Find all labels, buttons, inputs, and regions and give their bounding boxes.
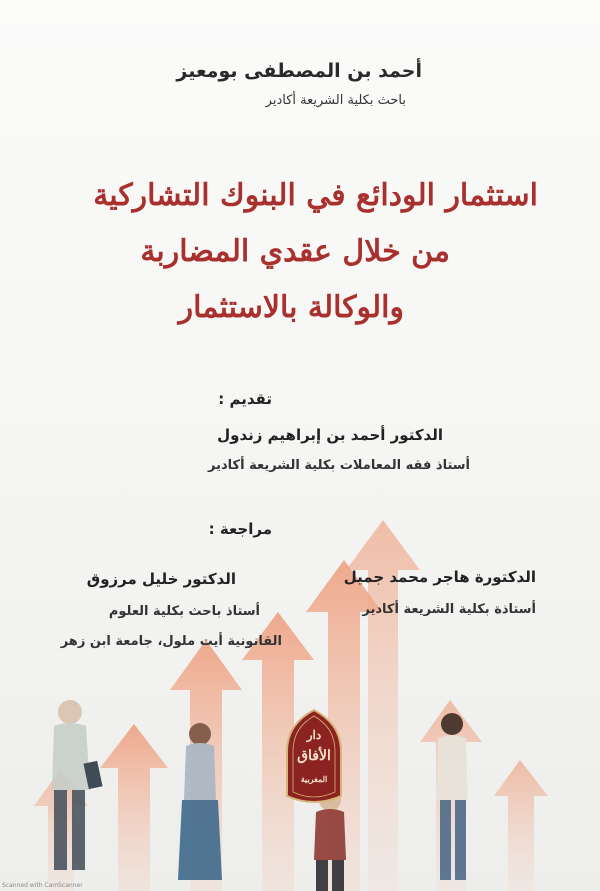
introduction-name: الدكتور أحمد بن إبراهيم زندول (217, 426, 443, 444)
title-line-1: استثمار الودائع في البنوك التشاركية (93, 178, 538, 213)
title-line-3: والوكالة بالاستثمار (178, 290, 404, 325)
introduction-label: تقديم : (218, 390, 272, 408)
author-affiliation: باحث بكلية الشريعة أكادير (265, 93, 406, 108)
publisher-logo-text-bottom: المغربية (300, 774, 328, 784)
scanner-watermark: Scanned with CamScanner (2, 882, 83, 889)
arrow-shape (494, 760, 548, 891)
reviewer1-title: أستاذة بكلية الشريعة أكادير (362, 602, 536, 617)
arrow-shape (100, 724, 168, 891)
author-name: أحمد بن المصطفى بومعيز (176, 60, 422, 82)
introduction-title: أستاذ فقه المعاملات بكلية الشريعة أكادير (208, 458, 470, 473)
publisher-logo-text-top: دار (306, 728, 322, 742)
reviewer2-name: الدكتور خليل مرزوق (86, 570, 236, 588)
reviewer2-title-line2: القانونية أيت ملول، جامعة ابن زهر (60, 634, 282, 649)
review-label: مراجعة : (208, 520, 272, 538)
reviewer2-title-line1: أستاذ باحث بكلية العلوم (108, 604, 260, 619)
person-figure (52, 700, 103, 870)
title-line-2: من خلال عقدي المضاربة (140, 234, 450, 269)
publisher-logo-text-mid: الأفاق (297, 748, 331, 764)
publisher-logo (283, 708, 345, 808)
reviewer1-name: الدكتورة هاجر محمد جميل (343, 568, 536, 586)
book-title (58, 168, 538, 336)
